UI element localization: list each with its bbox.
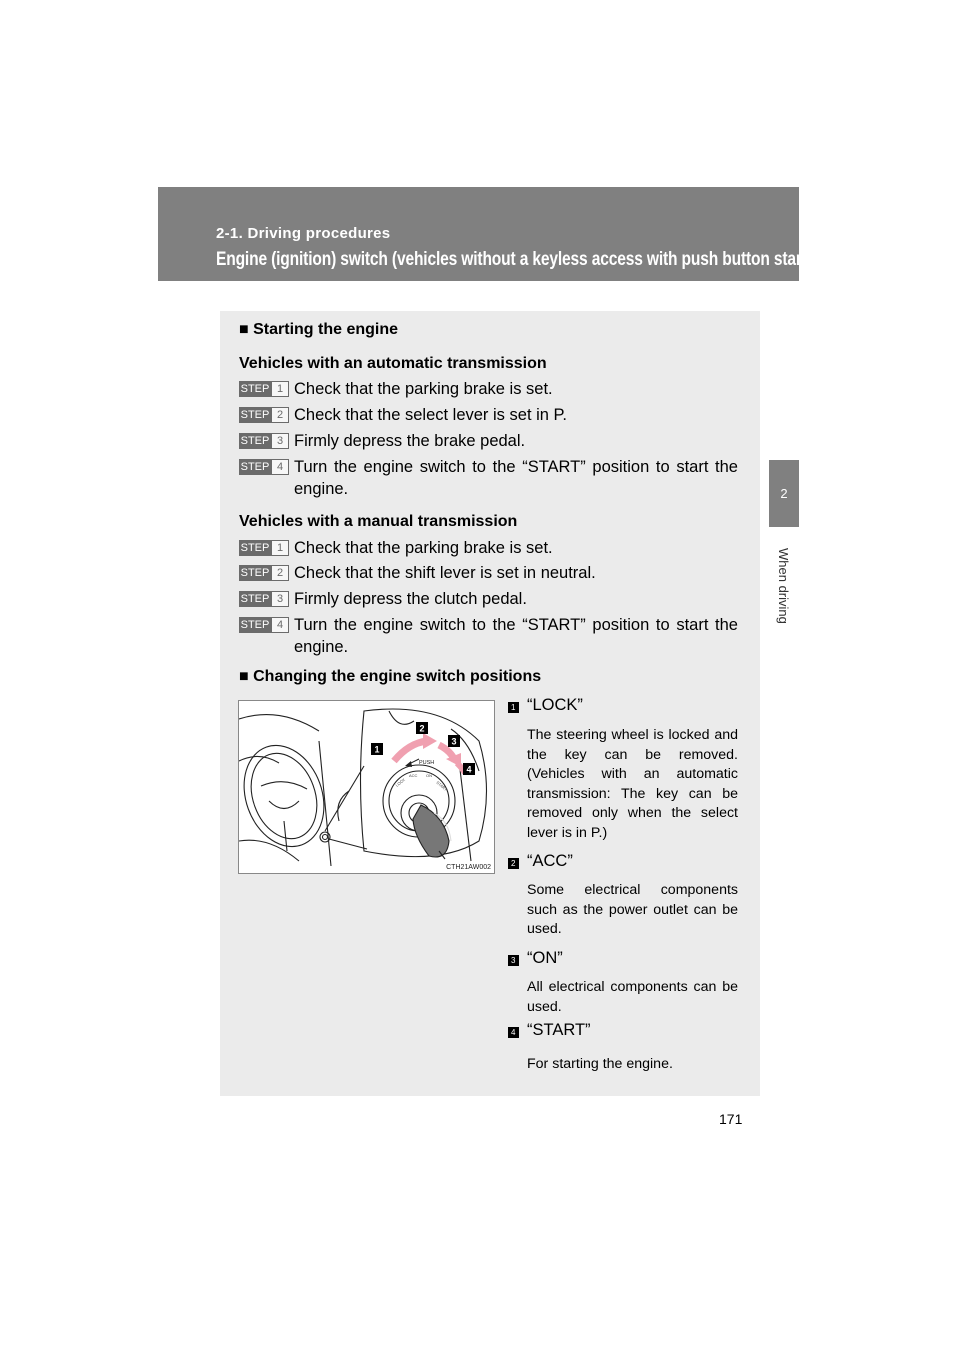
position-description: All electrical components can be used. (527, 979, 738, 1015)
section-label: 2-1. Driving procedures (216, 225, 391, 242)
position-name: “ACC” (527, 852, 573, 870)
step-badge-label: STEP (240, 567, 270, 579)
step-text: Firmly depress the clutch pedal. (294, 590, 527, 608)
position-marker-number: 4 (511, 1028, 516, 1037)
position-name: “ON” (527, 949, 563, 967)
step-text: Turn the engine switch to the “START” position to start the engine. (294, 458, 738, 498)
step-text: Firmly depress the brake pedal. (294, 432, 526, 450)
step-badge-number: 3 (271, 433, 289, 449)
step-badge-number: 2 (271, 565, 289, 581)
callout-1: 1 (374, 744, 380, 755)
step-badge-number: 2 (271, 407, 289, 423)
step-badge (239, 459, 289, 475)
position-description: For starting the engine. (527, 1056, 673, 1072)
position-marker (508, 1027, 519, 1038)
step-text: Check that the parking brake is set. (294, 380, 553, 398)
step-text: Check that the parking brake is set. (294, 539, 553, 557)
step-badge-label: STEP (240, 435, 270, 447)
step-badge (239, 381, 289, 397)
step-badge-label: STEP (240, 619, 270, 631)
callout-4: 4 (466, 764, 472, 775)
step-badge-label: STEP (240, 593, 270, 605)
ignition-switch-drawing (239, 701, 494, 873)
step-badge-number: 1 (271, 381, 289, 397)
step-badge-label: STEP (240, 409, 270, 421)
svg-text:START: START (435, 779, 449, 792)
step-badge-number: 4 (271, 459, 289, 475)
position-marker (508, 955, 519, 966)
callout-3: 3 (451, 736, 457, 747)
step-badge-label: STEP (240, 383, 270, 395)
step-badge-label: STEP (240, 461, 270, 473)
position-name: “LOCK” (527, 696, 583, 714)
automatic-title: Vehicles with an automatic transmission (239, 355, 547, 372)
position-marker-number: 1 (511, 703, 516, 712)
push-label: PUSH (419, 760, 435, 766)
position-marker-number: 3 (511, 956, 516, 965)
svg-text:LOCK: LOCK (394, 776, 406, 788)
position-description: The steering wheel is locked and the key can be removed. (Vehicles with an automatic transmission: The key can be removed only when the select lever is in P.) (527, 727, 738, 841)
position-name: “START” (527, 1021, 591, 1039)
page-title: Engine (ignition) switch (vehicles without a keyless access with push button start system) (216, 249, 869, 270)
step-badge (239, 433, 289, 449)
step-text: Check that the select lever is set in P. (294, 406, 567, 424)
heading-starting-engine: ■ Starting the engine (239, 321, 399, 338)
page-number: 171 (719, 1111, 743, 1127)
step-badge (239, 617, 289, 633)
step-badge (239, 407, 289, 423)
svg-text:ACC: ACC (409, 773, 418, 778)
step-text: Turn the engine switch to the “START” position to start the engine. (294, 616, 738, 656)
position-marker (508, 858, 519, 869)
position-marker (508, 702, 519, 713)
step-badge-number: 3 (271, 591, 289, 607)
step-badge-number: 1 (271, 540, 289, 556)
step-text: Check that the shift lever is set in neutral. (294, 564, 596, 582)
position-description: Some electrical components such as the power outlet can be used. (527, 882, 738, 937)
chapter-header (158, 187, 869, 281)
manual-title: Vehicles with a manual transmission (239, 513, 518, 530)
callout-2: 2 (419, 723, 425, 734)
step-badge (239, 591, 289, 607)
step-badge (239, 540, 289, 556)
illustration-code: CTH21AW002 (446, 864, 491, 871)
step-badge (239, 565, 289, 581)
chapter-tab: 2 (769, 460, 799, 527)
chapter-tab-label: When driving (776, 548, 791, 624)
step-badge-number: 4 (271, 617, 289, 633)
heading-switch-positions: ■ Changing the engine switch positions (239, 668, 542, 685)
step-badge-label: STEP (240, 542, 270, 554)
position-marker-number: 2 (511, 859, 516, 868)
svg-text:ON: ON (426, 773, 432, 778)
ignition-switch-illustration (238, 700, 495, 874)
